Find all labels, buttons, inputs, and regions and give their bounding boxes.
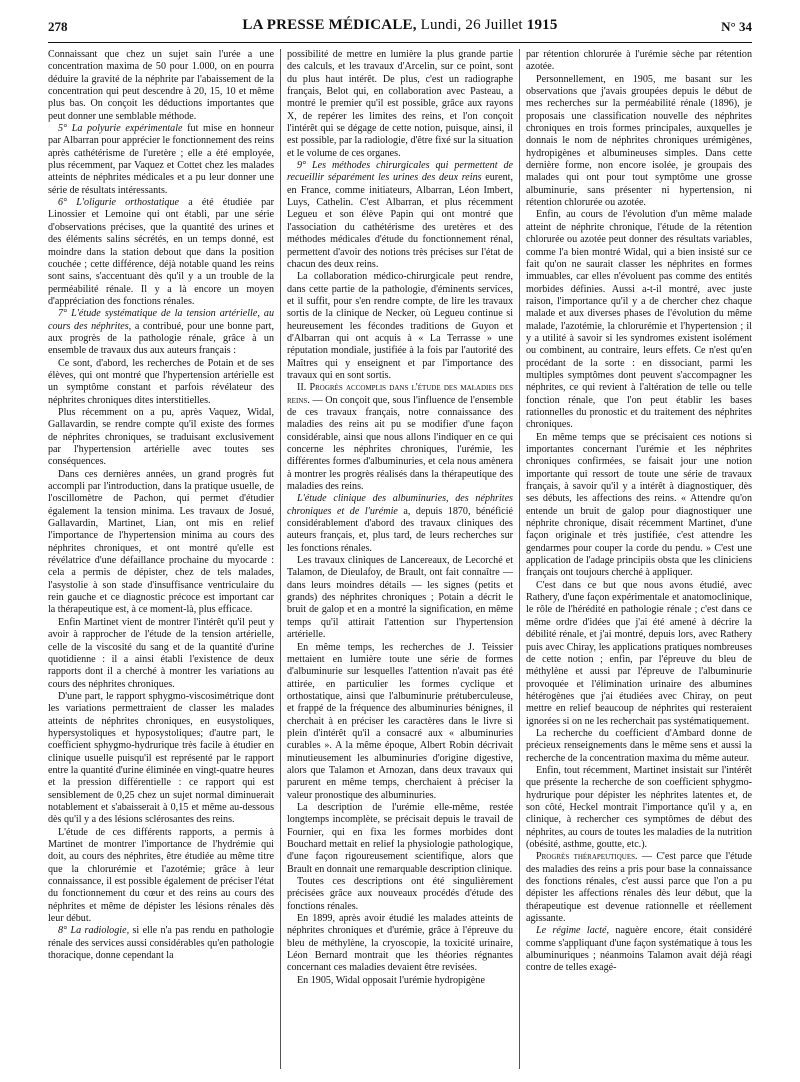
paragraph-text: Enfin, tout récemment, Martinet insistait sur l'intérêt que présente la recherche de son coefficient sphygmo-hydrurique pour dépister les néphrites latentes et, de son côté, Heckel montrait l'importance qu'il y a, en clinique, à rechercher ces symptômes de début des néphrites, au cours de toutes les maladies de la nutrition (obésité, asthme, goutte, etc.). [526,764,752,850]
paragraph-lead: 6° L'oligurie orthostatique [58,197,180,209]
paragraph-text: si elle n'a pas rendu en pathologie rénale des services aussi considérables qu'en pathologie thoracique, donne cependant la [48,925,274,962]
paragraph-text: Enfin Martinet vient de montrer l'intérêt qu'il peut y avoir à rapprocher de l'étude de la tension artérielle, celle de la viscosité du sang et de la quantité d'urine quotidienne : il a ainsi établi l'existence de deux rapports dont il a cherché à montrer les variations au cours des néphrites chroniques. [48,616,274,690]
journal-name: LA PRESSE MÉDICALE, [242,17,417,33]
paragraph-text: L'étude de ces différents rapports, a permis à Martinet de montrer l'importance de l'hydrémie qui doit, au cours des néphrites, être étudiée au même titre que la chlorurémie et l'azotémie; grâce à leur connaissance, il est possible également de préciser l'état du fonctionnement du cœur et des reins au cours des néphrites et même de dépister les lésions rénales dès leur début. [48,826,274,925]
paragraph [287,975,513,987]
paragraph [526,49,752,74]
paragraph [526,765,752,851]
paragraph-text: En même temps que se précisaient ces notions si importantes concernant l'urémie et les néphrites chroniques confirmées, se faisait jour une notion importante qui ressort de toute une série de travaux français, à savoir qu'il y a intérêt à diagnostiquer, dès ses débuts, les affections des reins. « Attendre qu'on entende un bruit de galop pour diagnostiquer une néphrite chronique, disait récemment Martinet, d'une façon originale et très justifiée, c'est attendre les gendarmes pour couper la corde du pendu. » C'est une application de l'adage principiis obsta que les cliniciens français ont toujours cherché à appliquer. [526,431,752,579]
paragraph-text: par rétention chlorurée à l'urémie sèche par rétention azotée. [526,49,752,73]
paragraph [287,876,513,913]
paragraph-text: En même temps, les recherches de J. Teissier mettaient en lumière toute une série de formes d'albuminurie sur lesquelles l'attention n'avait pas été attirée, en particulier les formes cyclique et orthostatique, ainsi que l'albuminurie prétuberculeuse, et frappé de la fréquence des albuminuries bénignes, il cherchait à en préciser les caractères dans le livre si plein d'intérêt qu'il a consacré aux « albuminuries curables ». A la même époque, Albert Robin décrivait minutieusement les albuminuries d'origine digestive, alors que Talamon et Arnozan, dans deux travaux qui parurent en même temps, cherchaient à préciser la valeur pronostique des albuminuries. [287,641,513,801]
paragraph-text: — On conçoit que, sous l'influence de l'ensemble de ces travaux français, notre connaissance des maladies des reins ait pu se modifier d'une façon considérable, ainsi que nous allons l'indiquer en ce qui concerne les néphrites chroniques, l'urémie, les différentes formes d'albuminuries, et cela nous amènera à montrer les progrès réalisés dans la thérapeutique des maladies des reins. [287,394,513,493]
paragraph-text: Ce sont, d'abord, les recherches de Potain et de ses élèves, qui ont montré que l'hypertension artérielle est un symptôme constant et parfois révélateur des néphrites chroniques dites interstitielles. [48,357,274,406]
paragraph-lead: 7° L'étude systématique de la tension artérielle, au cours des néphrites, [48,308,274,332]
column-separator [519,49,520,1069]
issue-year: 1915 [526,17,558,33]
paragraph-text: fut mise en honneur par Albarran pour apprécier le fonctionnement des reins après cathétérisme de l'uretère ; elle a été employée, plus récemment, par Vaquez et Cottet chez les malades atteints de néphrites médicales et a pu leur donner une série de résultats intéressants. [48,123,274,196]
paragraph-text: La recherche du coefficient d'Ambard donne de précieux renseignements dans le même sens et aussi la recherche de la concentration maxima du même auteur. [526,727,752,764]
paragraph-text: naguère encore, était considéré comme s'appliquant d'une façon systématique à tous les albuminuriques ; néanmoins Talamon avait déjà réagi contre de telles exagé- [526,925,752,974]
running-title [48,17,752,34]
page-number: 278 [48,19,68,34]
text-column-3 [526,49,752,1069]
paragraph [526,209,752,431]
paragraph [48,827,274,926]
paragraph-text: Personnellement, en 1905, me basant sur les observations que j'avais groupées depuis le début de mes recherches sur la perméabilité rénale (1896), je proposais une classification nouvelle des néphrites chroniques en trois formes principales, auxquelles je donnais le nom de néphrites chroniques urémigènes, hydropigènes et albumineuses simples. Dans cette dernière forme, non encore isolée, je groupais des malades qui ont pour tout symptôme une grosse albuminurie, sans présenter ni hypertension, ni rétention chlorurée ou azotée. [526,73,752,209]
paragraph-lead: L'étude clinique des albuminuries, des néphrites chroniques et de l'urémie [287,493,513,517]
text-column-2 [287,49,513,1069]
paragraph-text: En 1905, Widal opposait l'urémie hydropigène [297,974,485,986]
paragraph [48,691,274,827]
paragraph-text: possibilité de mettre en lumière la plus grande partie des calculs, et les travaux d'Arcelin, sur ce point, sont du plus haut intérêt. De plus, c'est un radiographe français, Belot qui, en collaboration avec Pasteau, a montré le premier qu'il est possible, grâce aux rayons X, de repérer les limites des reins, et l'on conçoit l'intérêt qui se dégage de cette notion, puisque, ainsi, il est possible, par la radiologie, d'être fixé sur la situation et le volume de ces organes. [287,49,513,159]
paragraph [287,160,513,271]
section-heading: II. Progrès accomplis dans l'étude des maladies des reins. [287,382,513,406]
paragraph-text: Les travaux cliniques de Lancereaux, de Lecorché et Talamon, de Dieulafoy, de Brault, ont fait connaître — dans leurs moindres détails — les signes (petits et grands) des néphrites chroniques ; Potain a décrit le bruit de galop et en a montré la signification, en même temps qu'il attirait l'attention sur l'hypertension artérielle. [287,555,513,641]
paragraph-text: a contribué, pour une bonne part, aux progrès de la pathologie rénale, grâce à un ensemble de travaux dus aux auteurs français : [48,320,274,357]
paragraph [48,123,274,197]
paragraph-text: D'une part, le rapport sphygmo-viscosimétrique dont les variations permettraient de classer les malades atteints de néphrites chroniques, en eusystoliques, hypersystoliques et hyposystoliques; d'autre part, le coefficient sphygmo-hydrurique très facile à étudier en clinique usuelle puisqu'il est représenté par le rapport entre la quantité d'urine éliminée en vingt-quatre heures et la pression différentielle : ce rapport qui est sensiblement de 0,25 chez un sujet normal diminuerait notablement et s'abaisserait à 0,15 et même au-dessous dès qu'il y a des lésions sclérosantes des reins. [48,690,274,826]
paragraph [287,493,513,555]
paragraph-lead: 9° Les méthodes chirurgicales qui permettent de recueillir séparément les urines des deux reins [287,160,513,184]
paragraph [48,407,274,469]
paragraph [48,308,274,357]
paragraph [526,432,752,580]
paragraph-text: Dans ces dernières années, un grand progrès fut accompli par l'introduction, dans la pratique usuelle, de l'oscillomètre de Pachon, qui permet d'étudier également la tension minima. Les travaux de Josué, Gallavardin, Martinet, Lian, ont mis en relief l'importance de l'hypertension minima au cours des néphrites chroniques, et ont montré qu'elle est révélatrice d'une défaillance prochaine du myocarde : cela a permis de dépister, chez de tels malades, l'asystolie à son stade d'insuffisance ventriculaire du rein gauche et ce diagnostic précoce est important car la thérapeutique est, à ce moment-là, plus efficace. [48,468,274,616]
paragraph-text: a, depuis 1870, bénéficié considérablement d'abord des travaux cliniques des auteurs français, et, plus tard, de leurs recherches sur les fonctions rénales. [287,505,513,554]
paragraph [287,271,513,382]
paragraph-text: — C'est parce que l'étude des maladies des reins a pris pour base la connaissance des fonctions rénales, c'est aussi parce que l'on a pu dépister les affections rénales dès leur début, que la thérapeutique est devenue rationnelle et réellement agissante. [526,851,752,925]
paragraph-lead: Le régime lacté, [536,925,610,937]
paragraph [48,358,274,407]
paragraph-lead: 8° La radiologie, [58,925,130,937]
paragraph [48,617,274,691]
paragraph [287,382,513,493]
paragraph [287,913,513,975]
paragraph [48,197,274,308]
paragraph-text: Enfin, au cours de l'évolution d'un même malade atteint de néphrite chronique, l'étude de la rétention chlorurée ou azotée peut donner des résultats variables, comme l'a bien montré Widal, qui a bien insisté sur ce fait qu'on ne saurait classer les néphrites en formes immuables, car elles n'évoluent pas comme des entités morbides définies. Aussi a-t-il montré, avec juste raison, l'importance qu'il y a de chercher chez chaque malade et aux diverses phases de l'évolution du même malade, l'azotémie, la chlorurémie et l'hypertension ; il y a utilité à savoir si les syndromes existent isolément ou combinent, au contraire, leurs effets. Ce n'est qu'en procédant de la sorte : en dissociant, parmi les multiples symptômes dont peuvent s'accompagner les néphrites, ce qui revient à l'altération de telle ou telle fonction rénale, que l'on peut établir les bases rationnelles du pronostic et du traitement des néphrites chroniques. [526,209,752,431]
page-header [48,16,752,38]
text-column-1 [48,49,274,1069]
paragraph [287,642,513,802]
issue-date: Lundi, 26 Juillet [420,17,523,33]
paragraph [526,580,752,728]
issue-number: N° 34 [721,19,752,34]
paragraph [287,802,513,876]
paragraph-text: C'est dans ce but que nous avons étudié, avec Rathery, d'une façon expérimentale et anatomoclinique, le rôle de l'hérédité en pathologie rénale ; c'est dans ce même ordre d'idées que j'ai été amené à décrire la débilité rénale, et j'ai montré, depuis lors, avec Rathery puis avec Chiray, les applications pratiques nombreuses de cette notion ; enfin, par l'épreuve du bleu de méthylène et aussi par l'épreuve de l'albuminurie provoquée et l'élimination urinaire des albumines hétérogènes que j'ai étudiées avec Chiray, on peut mettre en relief beaucoup de néphrites qui resteraient ignorées si on ne les recherchait pas systématiquement. [526,579,752,727]
paragraph [526,925,752,974]
paragraph-text: eurent, en France, comme initiateurs, Albarran, Léon Imbert, Luys, Cathelin. C'est Albarran, et plus récemment Legueu et son élève Papin qui ont montré que l'association du cathétérisme des uretères et des méthodes médicales d'étude du fonctionnement rénal, permettent d'avoir des notions très précises sur l'état de chacun des deux reins. [287,172,513,270]
paragraph [526,728,752,765]
column-separator [280,49,281,1069]
paragraph-lead: 5° La polyurie expérimentale [58,123,183,135]
paragraph [48,925,274,962]
paragraph-text: La description de l'urémie elle-même, restée longtemps incomplète, se précisait depuis le travail de Fournier, qui en fixa les formes morbides dont Bouchard mettait en relief la physiologie pathologique, d'une façon rigoureusement scientifique, alors que Brault en donnait une remarquable description clinique. [287,801,513,875]
paragraph-text: Connaissant que chez un sujet sain l'urée a une concentration maxima de 50 pour 1.000, on en pourra déduire la gravité de la néphrite par l'abaissement de la concentration qui peut descendre à 20, 15, 10 et même plus bas. On conçoit les déductions importantes que peut donner une semblable méthode. [48,49,274,122]
paragraph-text: a été étudiée par Linossier et Lemoine qui ont établi, par une série d'observations précises, que la quantité des urines et des éléments salins sécrétés, en un temps donné, est moindre dans la station debout que dans la position couchée ; cette différence, déjà notable quand les reins sont sains, s'accentuant dès qu'il y a un trouble de la perméabilité rénale. Il y a là encore un moyen d'appréciation des fonctions rénales. [48,197,274,307]
paragraph [526,74,752,210]
section-heading: Progrès thérapeutiques. [536,851,638,863]
paragraph-text: La collaboration médico-chirurgicale peut rendre, dans cette partie de la pathologie, d'éminents services, et il suffit, pour s'en rendre compte, de lire les travaux sortis de la clinique de Necker, où Legueu continue si heureusement les fécondes traditions de Guyon et d'Albarran qui ont acquis à « La Terrasse » une réputation mondiale, justifiée à la fois par l'autorité des Maîtres qui y enseignent et par l'importance des travaux qui en sont sortis. [287,271,513,381]
header-rule [48,42,752,43]
paragraph [287,49,513,160]
paragraph [287,555,513,641]
paragraph [48,469,274,617]
paragraph-text: Toutes ces descriptions ont été singulièrement précisées grâce aux nouveaux procédés d'étude des fonctions rénales. [287,876,513,912]
paragraph [526,851,752,925]
paragraph-text: En 1899, après avoir étudié les malades atteints de néphrites chroniques et d'urémie, grâce à l'épreuve du bleu de méthylène, la cryoscopie, la toxicité urinaire, Léon Bernard montrait que les théories régnantes concernant ces maladies devaient être revisées. [287,913,513,974]
paragraph-text: Plus récemment on a pu, après Vaquez, Widal, Gallavardin, se rendre compte qu'il existe des formes de néphrites chroniques, se traduisant exclusivement par l'hypertension artérielle avec toutes ses conséquences. [48,406,274,468]
paragraph [48,49,274,123]
